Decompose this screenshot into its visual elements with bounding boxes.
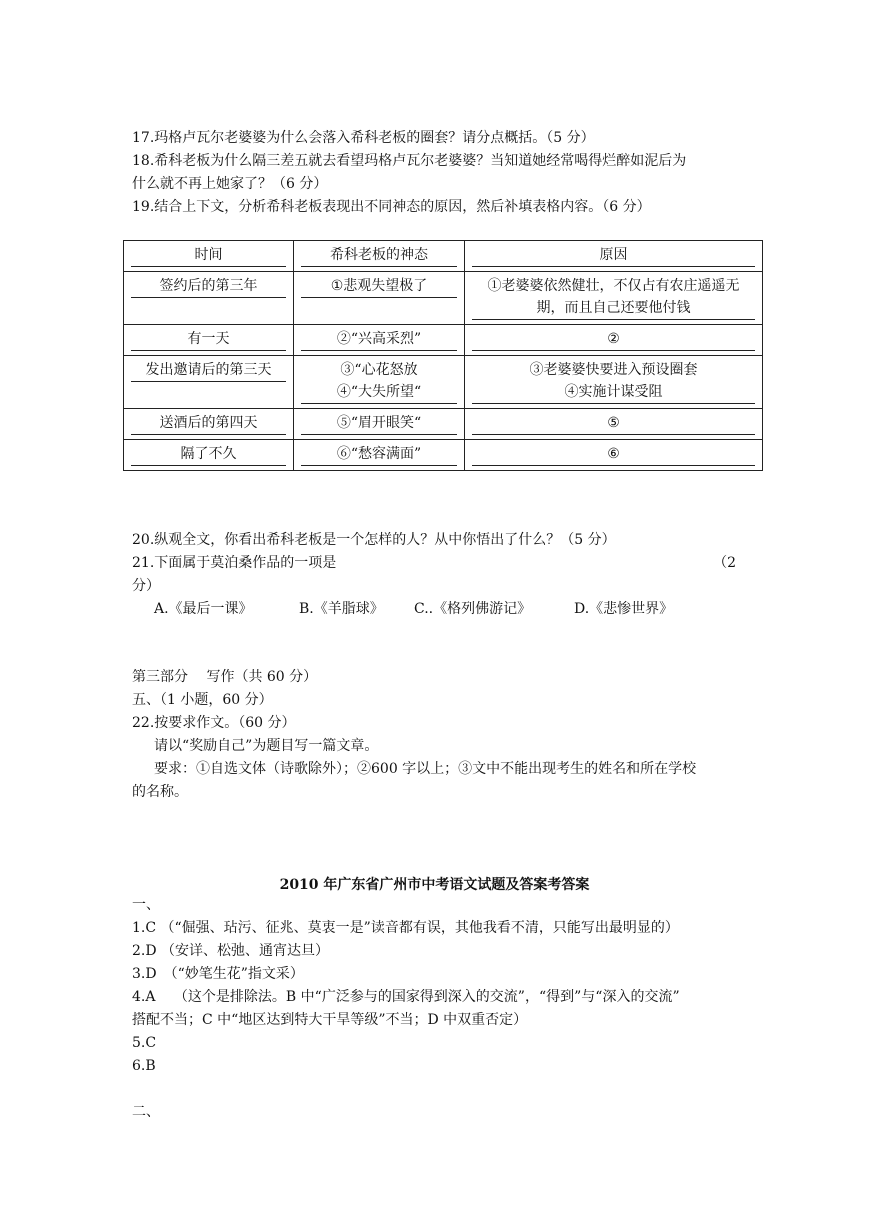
row-reason: ② xyxy=(472,328,755,351)
option-d: D.《悲惨世界》 xyxy=(574,601,674,617)
answer-6: 6.B xyxy=(132,1058,156,1074)
question-22: 22.按要求作文。（60 分） xyxy=(132,715,296,731)
row-expression: ②“兴高采烈” xyxy=(301,328,457,351)
row-reason-line2: 期，而且自己还要他付钱 xyxy=(472,297,755,320)
option-a: A.《最后一课》 xyxy=(154,601,253,617)
answer-1: 1.C （“倔强、玷污、征兆、莫衷一是”读音都有误，其他我看不清，只能写出最明显的） xyxy=(132,920,679,936)
answers-title: 2010 年广东省广州市中考语文试题及答案考答案 xyxy=(279,877,590,893)
question-17: 17.玛格卢瓦尔老婆婆为什么会落入希科老板的圈套？请分点概括。（5 分） xyxy=(132,130,595,146)
row-time: 送酒后的第四天 xyxy=(131,412,286,435)
part3-heading: 第三部分 写作（共 60 分） xyxy=(132,669,318,685)
row-expression: ⑤“眉开眼笑“ xyxy=(301,412,457,435)
row-reason-line1: ①老婆婆依然健壮，不仅占有农庄遥遥无 xyxy=(487,278,740,294)
table-row xyxy=(124,440,763,471)
answer-2: 2.D （安详、松弛、通宵达旦） xyxy=(132,943,330,959)
option-c: C..《格列佛游记》 xyxy=(414,601,532,617)
header-time: 时间 xyxy=(131,244,286,267)
question-21-score-a: （2 xyxy=(713,555,736,571)
essay-requirements-line1: 要求：①自选文体（诗歌除外）；②600 字以上；③文中不能出现考生的姓名和所在学校 xyxy=(154,761,697,777)
row-expression-line2: ④“大失所望“ xyxy=(301,381,457,404)
option-b: B.《羊脂球》 xyxy=(299,601,384,617)
essay-prompt: 请以“奖励自己”为题目写一篇文章。 xyxy=(154,738,379,754)
table-row xyxy=(124,356,763,409)
row-time: 有一天 xyxy=(131,328,286,351)
row-expression: ①悲观失望极了 xyxy=(301,275,457,298)
header-reason: 原因 xyxy=(472,244,755,267)
answer-3: 3.D （“妙笔生花”指文采） xyxy=(132,966,304,982)
question-21-score-b: 分） xyxy=(132,578,160,594)
row-time: 签约后的第三年 xyxy=(131,275,286,298)
table-row xyxy=(124,325,763,356)
answers-section-1: 一、 xyxy=(132,897,160,913)
table-row xyxy=(124,272,763,325)
header-expression: 希科老板的神态 xyxy=(301,244,457,267)
answer-4-line2: 搭配不当；C 中“地区达到特大干旱等级”不当；D 中双重否定） xyxy=(132,1012,528,1028)
answers-section-2: 二、 xyxy=(132,1104,160,1120)
question-18-line2: 什么就不再上她家了？（6 分） xyxy=(132,176,328,192)
question-18-line1: 18.希科老板为什么隔三差五就去看望玛格卢瓦尔老婆婆？当知道她经常喝得烂醉如泥后为 xyxy=(132,153,687,169)
row-time: 发出邀请后的第三天 xyxy=(131,359,286,382)
row-reason: ⑥ xyxy=(472,443,755,466)
answer-4-line1: 4.A （这个是排除法。B 中“广泛参与的国家得到深入的交流”，“得到”与“深入的交流” xyxy=(132,989,680,1005)
row-reason-line1: ③老婆婆快要进入预设圈套 xyxy=(529,362,698,378)
essay-requirements-line2: 的名称。 xyxy=(132,784,188,800)
row-expression: ⑥“愁容满面” xyxy=(301,443,457,466)
question-20: 20.纵观全文，你看出希科老板是一个怎样的人？从中你悟出了什么？（5 分） xyxy=(132,532,616,548)
row-expression-line1: ③“心花怒放 xyxy=(340,362,418,378)
row-reason: ⑤ xyxy=(472,412,755,435)
analysis-table xyxy=(123,240,763,471)
answer-5: 5.C xyxy=(132,1035,157,1051)
row-time: 隔了不久 xyxy=(131,443,286,466)
part3-section: 五、（1 小题，60 分） xyxy=(132,692,273,708)
table-header-row xyxy=(124,241,763,272)
table-row xyxy=(124,409,763,440)
question-19: 19.结合上下文，分析希科老板表现出不同神态的原因，然后补填表格内容。（6 分） xyxy=(132,199,651,215)
question-21: 21.下面属于莫泊桑作品的一项是 xyxy=(132,555,337,571)
row-reason-line2: ④实施计谋受阻 xyxy=(472,381,755,404)
